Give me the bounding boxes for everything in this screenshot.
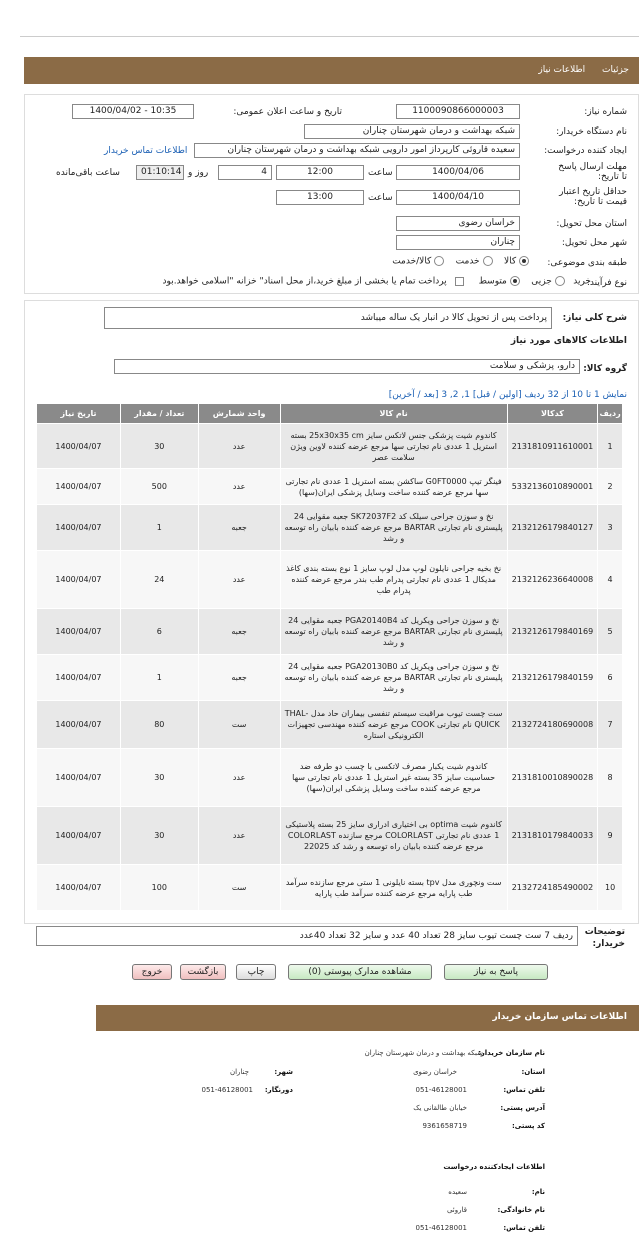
radio-service[interactable] xyxy=(483,256,493,266)
cell-name: کاندوم شیت یکبار مصرف لاتکسی با چسب دو طرفه ضد حساسیت سایز 35 بسته غیر استریل 1 عددی نام تجارتی سها مرجع عرضه کننده ساخت وسایل پزشکی ایران(سها) xyxy=(280,749,507,807)
pager[interactable]: نمایش 1 تا 10 از 32 ردیف [اولین / قبل] 1, 2, 3 [بعد / آخرین] xyxy=(388,390,627,400)
cell-qty: 80 xyxy=(120,701,198,749)
cell-code: 2132126236640008 xyxy=(507,551,597,609)
cell-name: ست ونچوری مدل tpv بسته نایلونی 1 ستی مرجع سازنده سرآمد طب پارایه مرجع عرضه کننده سرآمد طب پارایه xyxy=(280,865,507,911)
province-contact-value: خراسان رضوی xyxy=(413,1068,457,1076)
cell-qty: 1 xyxy=(120,655,198,701)
table-row[interactable] xyxy=(37,807,623,865)
cell-qty: 6 xyxy=(120,609,198,655)
cell-name: کاندوم شیت optima بی اختیاری ادراری سایز 25 بسته پلاستیکی 1 عددی نام تجارتی COLORLAST مرجع سازنده COLORLAST مرجع عرضه کننده بابیان راه توسعه و رشد کد 22025 xyxy=(280,807,507,865)
cell-code: 2132724185490002 xyxy=(507,865,597,911)
tab-bar xyxy=(24,57,639,84)
cell-unit: جعبه xyxy=(198,505,280,551)
radio-partial[interactable] xyxy=(555,276,565,286)
cell-name: نخ و سوزن جراحی سیلک کد SK72037F2 جعبه مقوایی 24 پلیستری نام تجارتی BARTAR مرجع عرضه کننده بابیان راه توسعه و رشد xyxy=(280,505,507,551)
cell-qty: 24 xyxy=(120,551,198,609)
cell-row: 5 xyxy=(598,609,623,655)
radio-service-label: خدمت xyxy=(455,256,480,267)
cell-qty: 500 xyxy=(120,469,198,505)
col-unit: واحد شمارش xyxy=(198,404,280,424)
cell-unit: عدد xyxy=(198,807,280,865)
cell-row: 4 xyxy=(598,551,623,609)
tab-need-info[interactable]: اطلاعات نیاز xyxy=(538,65,586,75)
req-phone-value: 051-46128001 xyxy=(415,1224,467,1232)
cell-name: نخ بخیه جراحی نایلون لوپ مدل لوپ سایز 1 نوع بسته بندی کاغذ مدیکال 1 عددی نام تجارتی پدرام طب بندر مرجع عرضه کننده پدرام طب xyxy=(280,551,507,609)
cell-date: 1400/04/07 xyxy=(37,701,121,749)
validity-label: حداقل تاریخ اعتبار قیمت تا تاریخ: xyxy=(559,187,627,207)
cell-row: 7 xyxy=(598,701,623,749)
city-field: چناران xyxy=(396,235,520,250)
table-header-row xyxy=(37,404,623,424)
table-row[interactable] xyxy=(37,424,623,469)
notes-label: توضیحات خریدار: xyxy=(584,927,625,949)
city-contact-label: شهر: xyxy=(274,1068,293,1076)
announce-field: 1400/04/02 - 10:35 xyxy=(72,104,194,119)
cell-code: 2131810010890028 xyxy=(507,749,597,807)
table-row[interactable] xyxy=(37,609,623,655)
reply-button[interactable]: پاسخ به نیاز xyxy=(444,964,548,980)
province-field: خراسان رضوی xyxy=(396,216,520,231)
notes-field: ردیف 7 ست چست تیوب سایز 28 تعداد 40 عدد و سایز 32 تعداد 40عدد xyxy=(36,926,578,946)
city-contact-value: چناران xyxy=(229,1068,249,1076)
cell-row: 8 xyxy=(598,749,623,807)
postal-label: کد پستی: xyxy=(511,1122,545,1130)
print-button[interactable]: چاپ xyxy=(236,964,276,980)
days-label: روز و xyxy=(188,168,209,178)
fax-value: 051-46128001 xyxy=(201,1086,253,1094)
city-label: شهر محل تحویل: xyxy=(561,238,627,248)
summary-label: شرح کلی نیاز: xyxy=(562,313,627,323)
radio-medium[interactable] xyxy=(510,276,520,286)
cell-unit: جعبه xyxy=(198,609,280,655)
process-radios xyxy=(163,276,591,287)
cell-date: 1400/04/07 xyxy=(37,551,121,609)
contact-title-bar: اطلاعات تماس سازمان خریدار xyxy=(96,1005,639,1031)
name-label: نام: xyxy=(531,1188,545,1196)
cell-row: 9 xyxy=(598,807,623,865)
cell-code: 2132126179840127 xyxy=(507,505,597,551)
buyer-contact-link[interactable]: اطلاعات تماس خریدار xyxy=(104,146,188,156)
remaining-time-field: 01:10:14 xyxy=(136,165,184,180)
col-date: تاریخ نیاز xyxy=(37,404,121,424)
cell-qty: 30 xyxy=(120,424,198,469)
address-value: خیابان طالقانی یک xyxy=(413,1104,467,1112)
cell-qty: 30 xyxy=(120,807,198,865)
cell-date: 1400/04/07 xyxy=(37,865,121,911)
org-value: شبکه بهداشت و درمان شهرستان چناران xyxy=(364,1049,483,1057)
cell-name: نخ و سوزن جراحی ویکریل کد PGA20140B4 جعبه مقوایی 24 پلیستری نام تجارتی BARTAR مرجع عرضه کننده بابیان راه توسعه و رشد xyxy=(280,609,507,655)
cell-date: 1400/04/07 xyxy=(37,749,121,807)
category-label: طبقه بندی موضوعی: xyxy=(547,258,627,268)
need-number-field: 1100090866000003 xyxy=(396,104,520,119)
deadline-time-field: 12:00 xyxy=(276,165,364,180)
buyer-field: شبکه بهداشت و درمان شهرستان چناران xyxy=(304,124,520,139)
tab-details[interactable]: جزئیات xyxy=(602,65,629,75)
cell-unit: ست xyxy=(198,701,280,749)
deadline-date-field: 1400/04/06 xyxy=(396,165,520,180)
category-radios xyxy=(392,256,529,267)
cell-date: 1400/04/07 xyxy=(37,424,121,469)
org-label: نام سازمان خریدار: xyxy=(477,1049,545,1057)
cell-unit: عدد xyxy=(198,424,280,469)
requester-title: اطلاعات ایجادکننده درخواست xyxy=(443,1163,545,1171)
radio-goods-label: کالا xyxy=(503,256,517,267)
payment-note: پرداخت تمام یا بخشی از مبلغ خرید،از محل اسناد" خزانه "اسلامی خواهد.بود xyxy=(162,276,447,287)
cell-row: 6 xyxy=(598,655,623,701)
need-number-label: شماره نیاز: xyxy=(584,107,627,117)
cell-code: 2132126179840169 xyxy=(507,609,597,655)
remaining-label: ساعت باقی‌مانده xyxy=(56,168,120,178)
address-label: آدرس پستی: xyxy=(500,1104,545,1112)
cell-unit: عدد xyxy=(198,469,280,505)
cell-row: 1 xyxy=(598,424,623,469)
cell-code: 2132724180690008 xyxy=(507,701,597,749)
cell-unit: ست xyxy=(198,865,280,911)
days-field: 4 xyxy=(218,165,272,180)
exit-button[interactable]: خروج xyxy=(132,964,172,980)
goods-info-title: اطلاعات کالاهای مورد نیاز xyxy=(510,336,627,346)
group-field: دارو، پزشکی و سلامت xyxy=(114,359,580,374)
col-code: کدکالا xyxy=(507,404,597,424)
goods-table xyxy=(36,403,623,911)
col-qty: تعداد / مقدار xyxy=(120,404,198,424)
req-phone-label: تلفن تماس: xyxy=(503,1224,545,1232)
cell-date: 1400/04/07 xyxy=(37,609,121,655)
cell-code: 2131810179840033 xyxy=(507,807,597,865)
creator-field: سعیده قاروئی کارپرداز امور دارویی شبکه بهداشت و درمان شهرستان چناران xyxy=(194,143,520,158)
radio-medium-label: متوسط xyxy=(478,276,507,287)
cell-unit: عدد xyxy=(198,551,280,609)
group-label: گروه کالا: xyxy=(583,364,627,374)
col-name: نام کالا xyxy=(280,404,507,424)
cell-date: 1400/04/07 xyxy=(37,807,121,865)
family-label: نام خانوادگی: xyxy=(497,1206,545,1214)
deadline-label: مهلت ارسال پاسخ تا تاریخ: xyxy=(558,162,627,182)
cell-code: 2132126179840159 xyxy=(507,655,597,701)
cell-code: 2131810911610001 xyxy=(507,424,597,469)
cell-unit: جعبه xyxy=(198,655,280,701)
back-button[interactable]: بازگشت xyxy=(180,964,226,980)
table-row[interactable] xyxy=(37,469,623,505)
cell-date: 1400/04/07 xyxy=(37,655,121,701)
cell-name: نخ و سوزن جراحی ویکریل کد PGA20130B0 جعبه مقوایی 24 پلیستری نام تجارتی BARTAR مرجع عرضه کننده بابیان راه توسعه و رشد xyxy=(280,655,507,701)
buyer-label: نام دستگاه خریدار: xyxy=(556,127,627,137)
cell-row: 2 xyxy=(598,469,623,505)
summary-field: پرداخت پس از تحویل کالا در انبار یک ساله میباشد xyxy=(104,307,552,329)
radio-goods-service-label: کالا/خدمت xyxy=(392,256,432,267)
cell-name: کاندوم شیت پزشکی جنس لاتکس سایز 25x30x35 cm بسته استریل 1 عددی نام تجارتی سها مرجع عرضه کننده لاوین ویژن سلامت عصر xyxy=(280,424,507,469)
cell-qty: 100 xyxy=(120,865,198,911)
process-label: نوع فرآیند: xyxy=(586,278,627,288)
fax-label: دورنگار: xyxy=(264,1086,293,1094)
table-row[interactable] xyxy=(37,655,623,701)
cell-name: ست چست تیوب مراقبت سیستم تنفسی بیماران حاد مدل THAL- QUICK نام تجارتی COOK مرجع عرضه کننده مهندسی تجهیزات الکترونیکی استاره xyxy=(280,701,507,749)
table-row[interactable] xyxy=(37,505,623,551)
payment-checkbox[interactable] xyxy=(455,277,464,286)
process-buy-label: خرید xyxy=(573,276,591,287)
cell-date: 1400/04/07 xyxy=(37,469,121,505)
table-row[interactable] xyxy=(37,701,623,749)
radio-goods-service[interactable] xyxy=(434,256,444,266)
table-row[interactable] xyxy=(37,865,623,911)
cell-code: 5332136010890001 xyxy=(507,469,597,505)
top-divider xyxy=(20,36,639,37)
col-row: ردیف xyxy=(598,404,623,424)
attachments-button[interactable]: مشاهده مدارک پیوستی (0) xyxy=(288,964,432,980)
deadline-time-label: ساعت xyxy=(368,168,393,178)
province-label: استان محل تحویل: xyxy=(556,219,627,229)
phone-label: تلفن تماس: xyxy=(503,1086,545,1094)
cell-date: 1400/04/07 xyxy=(37,505,121,551)
radio-partial-label: جزیی xyxy=(531,276,552,287)
creator-label: ایجاد کننده درخواست: xyxy=(544,146,627,156)
cell-row: 3 xyxy=(598,505,623,551)
announce-label: تاریخ و ساعت اعلان عمومی: xyxy=(233,107,342,117)
family-value: قاروئی xyxy=(446,1206,467,1214)
table-row[interactable] xyxy=(37,551,623,609)
cell-qty: 30 xyxy=(120,749,198,807)
name-value: سعیده xyxy=(448,1188,467,1196)
phone-value: 051-46128001 xyxy=(415,1086,467,1094)
cell-row: 10 xyxy=(598,865,623,911)
postal-value: 9361658719 xyxy=(422,1122,467,1130)
cell-unit: عدد xyxy=(198,749,280,807)
validity-time-label: ساعت xyxy=(368,193,393,203)
validity-date-field: 1400/04/10 xyxy=(396,190,520,205)
cell-name: فینگر تیپ G0FT0000 ساکشن بسته استریل 1 عددی نام تجارتی سها مرجع عرضه کننده ساخت وسایل پزشکی ایران(سها) xyxy=(280,469,507,505)
validity-time-field: 13:00 xyxy=(276,190,364,205)
table-row[interactable] xyxy=(37,749,623,807)
radio-goods[interactable] xyxy=(519,256,529,266)
province-contact-label: استان: xyxy=(521,1068,545,1076)
cell-qty: 1 xyxy=(120,505,198,551)
